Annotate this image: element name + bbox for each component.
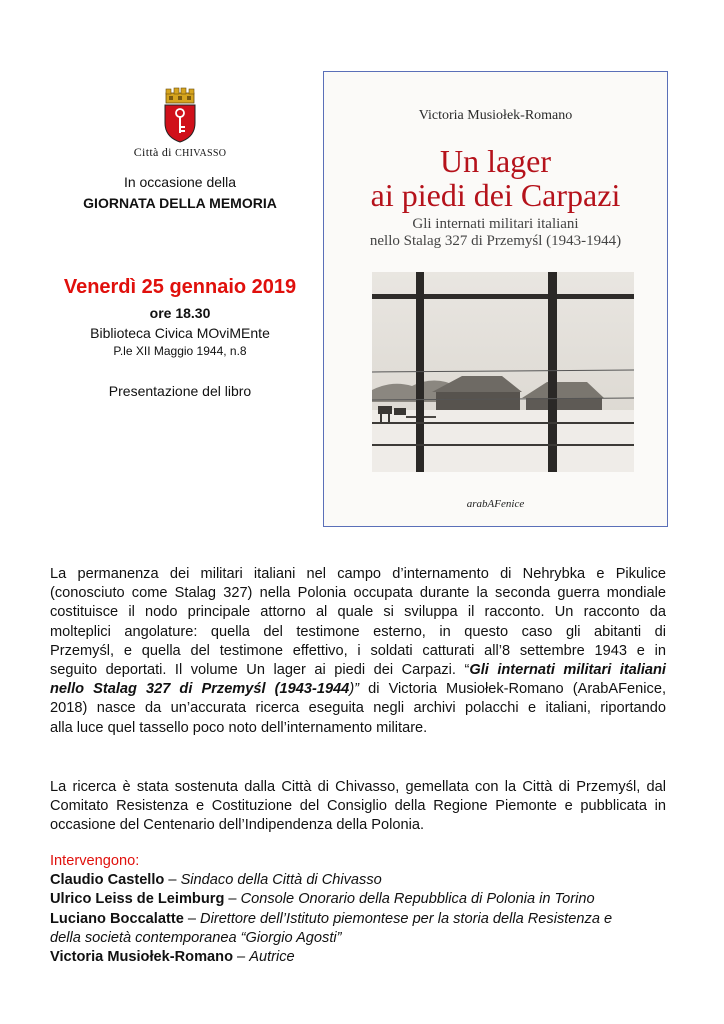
event-time: ore 18.30 [149,305,211,321]
event-venue: Biblioteca Civica MOviMEnte [90,325,270,341]
speakers-heading: Intervengono: [50,853,140,869]
support-paragraph: La ricerca è stata sostenuta dalla Città di Chivasso, gemellata con la Città di Przemyśl, dal Comitato Resistenza e Costituzione del Consiglio della Regione Piemonte e pubblicata in occasione del Centenario dell’Indipendenza della Polonia. [50,779,666,834]
event-address: P.le XII Maggio 1944, n.8 [113,344,247,358]
city-crest-icon [158,87,202,143]
book-subtitle: Gli internati militari italiani nello Stalag 327 di Przemyśl (1943-1944) [369,216,622,249]
description-paragraph: La permanenza dei militari italiani nel campo d’internamento di Nehrybka e Pikulice (conosciuto come Stalag 327) nella Polonia occupata durante la seconda guerra mondiale costituisce il nodo principale attorno al quale si sviluppa il racconto. Un racconto da molteplici angolature: quella del testimone esterno, in questo caso gli abitanti di Przemyśl, e quella del testimone effettivo, i soldati catturati all’8 settembre 1943 e in seguito deportati. Il volume Un lager ai piedi dei Carpazi. “Gli internati militari italiani nello Stalag 327 di Przemyśl (1943-1944)” di Victoria Musiołek-Romano (ArabAFenice, 2018) nasce da un’accurata ricerca eseguita negli archivi polacchi e italiani, riportando alla luce quel tassello poco noto dell’internamento militare. [50,566,667,736]
book-title: Un lager ai piedi dei Carpazi [370,143,621,213]
book-publisher: arabAFenice [466,498,525,510]
speaker-item-continued: della società contemporanea “Giorgio Agosti” [50,929,342,946]
event-date: Venerdì 25 gennaio 2019 [63,276,297,298]
speaker-item: Ulrico Leiss de Leimburg – Console Onorario della Repubblica di Polonia in Torino [50,891,595,908]
book-author: Victoria Musiołek-Romano [418,108,573,123]
cover-photo [372,272,634,472]
occasion-text [40,172,320,214]
speakers-list [50,852,670,967]
occasion-line: In occasione della [123,174,237,190]
speaker-item: Victoria Musiołek-Romano – Autrice [50,949,295,966]
city-name: Città di CHIVASSO [133,145,227,159]
book-cover [323,71,668,527]
speaker-item: Claudio Castello – Sindaco della Città di Chivasso [50,872,382,889]
presentation-label: Presentazione del libro [108,383,252,399]
memorial-day-title: GIORNATA DELLA MEMORIA [83,195,277,211]
speaker-item: Luciano Boccalatte – Direttore dell’Istituto piemontese per la storia della Resistenza e [50,910,613,927]
